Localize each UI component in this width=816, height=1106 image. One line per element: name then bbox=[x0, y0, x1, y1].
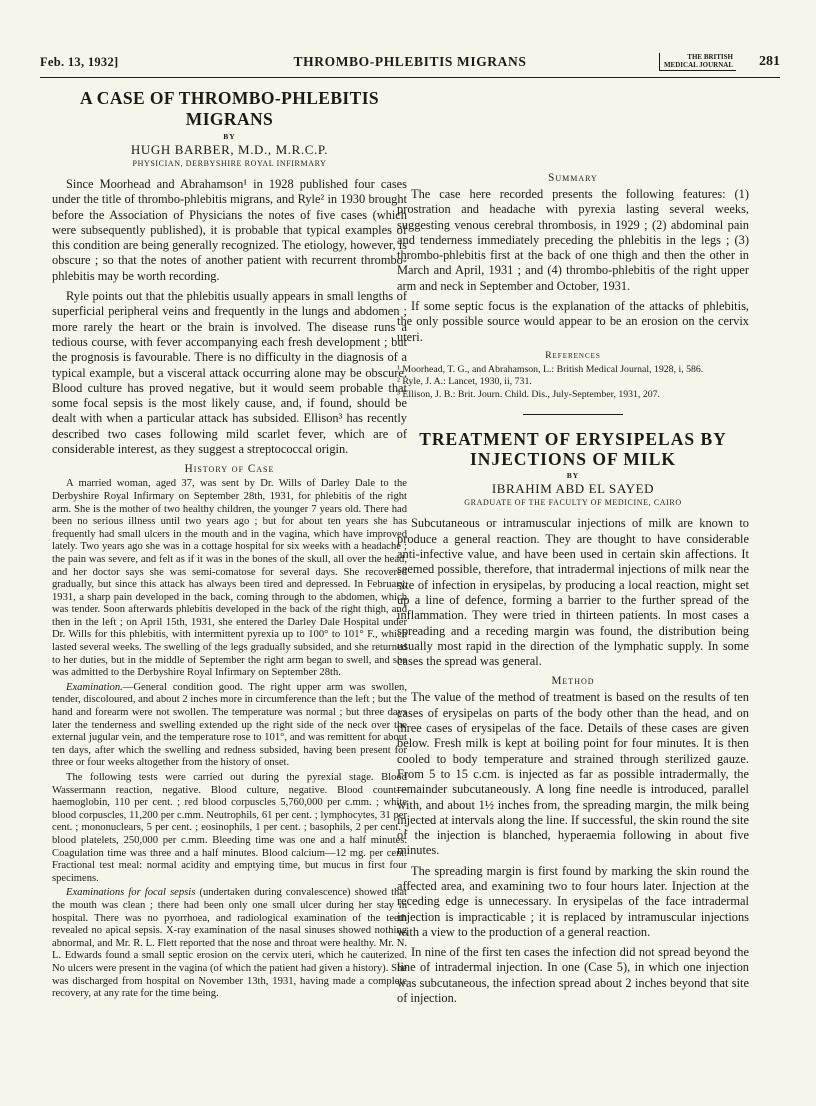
article1-by: BY bbox=[223, 132, 236, 141]
left-column bbox=[52, 88, 407, 1003]
reference-item: ¹ Moorhead, T. G., and Abrahamson, L.: British Medical Journal, 1928, i, 586. bbox=[397, 363, 704, 375]
summary-paragraph: If some septic focus is the explanation of the attacks of phlebitis, the only possible source would appear to be an erosion on the cervix uteri. bbox=[397, 299, 749, 344]
article1-author: HUGH BARBER, M.D., M.R.C.P. bbox=[130, 142, 329, 157]
article1-paragraph: Since Moorhead and Abrahamson¹ in 1928 published four cases under the title of thrombo-phlebitis migrans, and Ryle² in 1930 brought before the Association of Physicians the notes of five cases (which were subsequently published), it is probable that typical examples of this condition are being generally recognized. The etiology, however, is obscure ; so that the notes of another patient with recurrent thrombo-phlebitis may be worth recording. bbox=[52, 177, 407, 283]
method-paragraph: The spreading margin is first found by marking the skin round the affected area, and examining two to four hours later. Injection at the receding edge is unnecessary. In erysipelas of the face intradermal injection is impracticable ; it is replaced by intramuscular injections with a view to the production of a general reaction. bbox=[397, 863, 749, 939]
sepsis-text: (undertaken during convalescence) showed that the mouth was clean ; there had been only one small ulcer during her stay in hospital. There was no pyorrhoea, and radiological examination of the teeth revealed no apical sepsis. X-ray examination of the nasal sinuses showed nothing abnormal, and Mr. R. L. Flett reported that the nose and throat were healthy. Mr. N. L. Edwards found a small septic erosion on the cervix uteri, which he cauterized. No ulcers were present in the vagina (of which the patient had given a history). She was discharged from hospital on November 13th, 1931, having made a complete recovery, at any rate for the time being. bbox=[52, 887, 407, 1000]
journal-logo-line1: THE BRITISH bbox=[687, 53, 733, 61]
journal-logo bbox=[659, 53, 736, 71]
article2-affiliation: GRADUATE OF THE FACULTY OF MEDICINE, CAIRO bbox=[464, 498, 682, 508]
method-paragraph: In nine of the first ten cases the infection did not spread beyond the line of intradermal injection. In one (Case 5), in which one injection was subcutaneous, the infection spread about 2 inches beyond that site of injection. bbox=[397, 945, 749, 1006]
header-rule bbox=[40, 77, 780, 78]
examination-lead: Examination. bbox=[66, 681, 123, 693]
article-divider bbox=[523, 414, 623, 415]
tests-paragraph: The following tests were carried out during the pyrexial stage. Blood Wassermann reaction, negative. Blood culture, negative. Blood count—haemoglobin, 110 per cent. ; red blood corpuscles 5,760,000 per c.mm. ; white blood corpuscles, 11,200 per c.mm. Neutrophils, 61 per cent. ; lymphocytes, 31 per cent. ; mononuclears, 5 per cent. ; eosinophils, 1 per cent. ; basophils, 2 per cent. ; blood platelets, 250,000 per c.mm. Bleeding time was one and a half minutes. Coagulation time was three and a half minutes. Blood calcium—12 mg. per cent. Fractional test meal: normal acidity and emptying time, but mucus in first four specimens. bbox=[52, 772, 407, 884]
references-heading: References bbox=[545, 350, 601, 361]
article1-affiliation: PHYSICIAN, DERBYSHIRE ROYAL INFIRMARY bbox=[132, 159, 327, 168]
article2-author: IBRAHIM ABD EL SAYED bbox=[491, 481, 655, 497]
reference-item: ² Ryle, J. A.: Lancet, 1930, ii, 731. bbox=[397, 376, 532, 388]
reference-item: ³ Ellison, J. B.: Brit. Journ. Child. Dis., July-September, 1931, 207. bbox=[397, 388, 660, 400]
examination-paragraph bbox=[52, 682, 407, 770]
examination-text: —General condition good. The right upper arm was swollen, tender, discoloured, and about 2 inches more in circumference than the left ; but the hand and forearm were not swollen. The temperature was normal ; but three days later the tenderness and swelling extended up the right side of the neck over the external jugular vein, and the temperature rose to 101°, and was remittent for about ten days, after which the swelling and redness subsided, having been present for three or four weeks altogether from the history of onset. bbox=[52, 681, 407, 769]
method-paragraph: The value of the method of treatment is based on the results of ten cases of erysipelas on parts of the body other than the head, and on three cases of erysipelas of the face. Details of these cases are given below. Fresh milk is kept at boiling point for four minutes. It is then cooled to body temperature and strained through sterilized gauze. From 5 to 15 c.cm. is injected as far as possible intradermally, the remainder subcutaneously. A long fine needle is introduced, parallel with, and about 1½ inches from, the spreading margin, the milk being injected at intervals along the line. If successful, the skin round the site of the injection is blanched, hyperaemia following in about five minutes. bbox=[397, 690, 749, 858]
article2-title-line1: TREATMENT OF ERYSIPELAS BY bbox=[419, 429, 727, 450]
article2-intro: Subcutaneous or intramuscular injections of milk are known to produce a general reaction. They are thought to have considerable anti-infective value, and have been used in certain skin affections. It seemed possible, therefore, that intradermal injections of milk near the site of infection in erysipelas, by producing a local reaction, might set up a line of defence, forming a barrier to the further spread of the inflammation. They were tried in thirteen patients. In most cases a spreading and a receding margin was found, the distribution being usually most rapid in the direction of the lymphatic supply. In some cases the spread was general. bbox=[397, 516, 749, 669]
running-title: THROMBO-PHLEBITIS MIGRANS bbox=[293, 54, 527, 69]
method-heading: Method bbox=[551, 675, 595, 688]
sepsis-lead: Examinations for focal sepsis bbox=[66, 887, 196, 899]
article2-title-line2: INJECTIONS OF MILK bbox=[470, 449, 676, 470]
page-number: 281 bbox=[759, 54, 780, 69]
article1-title: A CASE OF THROMBO-PHLEBITIS MIGRANS bbox=[79, 88, 380, 129]
summary-heading: Summary bbox=[548, 172, 598, 184]
history-heading: History of Case bbox=[184, 463, 275, 476]
journal-logo-line2: MEDICAL JOURNAL bbox=[663, 61, 733, 69]
page-header bbox=[40, 52, 780, 76]
article1-paragraph: Ryle points out that the phlebitis usually appears in small lengths of superficial peripheral veins and frequently in the lungs and abdomen ; more rarely the heart or the brain is involved. The disease runs a tedious course, with fever accompanying each fresh development ; but the prognosis is favourable. There is no difficulty in the diagnosis of a typical example, but a visceral attack occurring alone may be obscure. Blood culture has proved negative, but it would seem probable that some focal sepsis is the most likely cause, and, if found, should be dealt with when a particular attack has subsided. Ellison³ has recently described two cases following mild scarlet fever, which are of considerable interest, as they suggest a streptococcal origin. bbox=[52, 289, 407, 457]
article2-by: BY bbox=[566, 471, 580, 481]
right-column bbox=[397, 88, 749, 1011]
header-date: Feb. 13, 1932] bbox=[40, 55, 119, 69]
history-paragraph: A married woman, aged 37, was sent by Dr. Wills of Darley Dale to the Derbyshire Royal Infirmary on September 28th, 1931, for phlebitis of the right arm. She is the mother of two healthy children, the younger 7 years old. There had been no serious illness until two years ago ; but for about ten years she has frequently had small ulcers in the mouth and in the vagina, which have improved lately. Two years ago she was in a cottage hospital for six weeks with a headache ; the pain was severe, and felt as if it was in the bones of the skull, all over the head, and her doctor says she was semi-comatose for several days. She recovered gradually, but since this attack has always been tired and depressed. In February, 1931, a sharp pain developed in the back, coming through to the abdomen, which was tender. Soon afterwards phlebitis developed in the back of the right thigh, and then in the left ; on April 15th, 1931, she entered the Darley Dale Hospital under Dr. Wills for this phlebitis, with intermittent pyrexia up to 100° to 101° F., which lasted several weeks. The swelling of the legs gradually subsided, and she returned to her duties, but in the middle of September the right arm began to swell, and she was admitted to the Derbyshire Royal Infirmary on September 28th. bbox=[52, 478, 407, 679]
references-list bbox=[397, 364, 749, 401]
summary-paragraph: The case here recorded presents the following features: (1) prostration and headache with pyrexia lasting several weeks, suggesting venous cerebral thrombosis, in 1929 ; (2) abdominal pain and tenderness immediately preceding the phlebitis in the legs ; (3) thrombo-phlebitis first at the back of one thigh and then the other in March and April, 1931 ; and (4) thrombo-phlebitis of the right upper arm and neck in September and October, 1931. bbox=[397, 187, 749, 293]
sepsis-paragraph bbox=[52, 887, 407, 1000]
